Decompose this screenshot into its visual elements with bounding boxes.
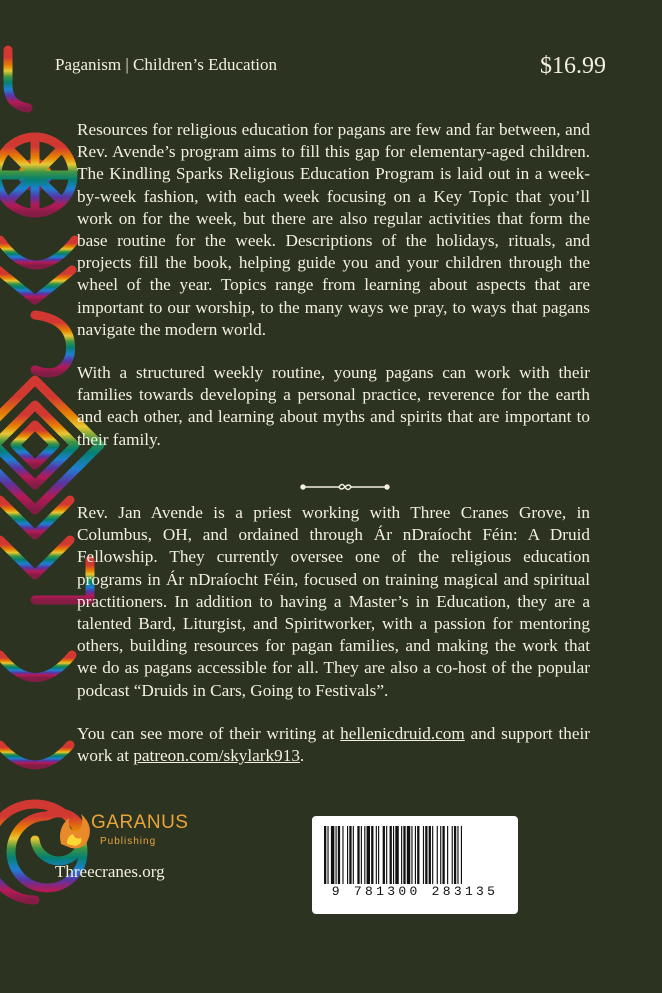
barcode-bar	[461, 826, 462, 884]
barcode-bar	[429, 826, 431, 884]
category-label: Paganism | Children’s Education	[55, 55, 278, 74]
hellenicdruid-link[interactable]: hellenicdruid.com	[340, 723, 465, 743]
barcode-bar	[407, 826, 410, 884]
barcode-bar	[432, 826, 433, 884]
barcode-bar	[417, 826, 419, 884]
scroll-ornament-icon	[297, 480, 393, 494]
barcode-bar	[336, 826, 337, 884]
barcode-bar	[395, 826, 398, 884]
isbn-barcode	[312, 816, 518, 914]
isbn-number: 9 781300 283135	[331, 884, 499, 899]
barcode-bar	[376, 826, 377, 884]
barcode-bar	[415, 826, 416, 884]
bio-links-paragraph	[77, 723, 590, 767]
patreon-link[interactable]: patreon.com/skylark913	[133, 746, 300, 766]
barcode-bar	[423, 826, 424, 884]
barcode-bar	[367, 826, 370, 884]
barcode-bar	[331, 826, 334, 884]
barcode-bar	[411, 826, 412, 884]
barcode-bar	[442, 826, 444, 884]
publisher-name: GARANUS	[91, 812, 189, 833]
barcode-bar	[393, 826, 394, 884]
links-suffix: .	[299, 746, 305, 766]
barcode-bar	[324, 826, 326, 884]
author-bio	[77, 502, 590, 767]
barcode-bar	[403, 826, 405, 884]
barcode-bar	[327, 826, 328, 884]
barcode-bar	[338, 826, 340, 884]
barcode-bar	[452, 826, 453, 884]
barcode-bar	[353, 826, 354, 884]
links-middle: and support their work at	[77, 723, 590, 766]
links-prefix: You can see more of their writing at	[77, 723, 341, 743]
barcode-bar	[454, 826, 456, 884]
barcode-bar	[457, 826, 458, 884]
price-label: $16.99	[540, 53, 606, 79]
barcode-bar	[447, 826, 448, 884]
book-description	[77, 119, 590, 451]
barcode-bar	[361, 826, 362, 884]
barcode-bar	[386, 826, 387, 884]
barcode-bar	[349, 826, 351, 884]
barcode-bar	[425, 826, 427, 884]
barcode-bar	[383, 826, 385, 884]
publisher-subtitle: Publishing	[100, 836, 157, 847]
barcode-bar	[401, 826, 402, 884]
barcode-bar	[437, 826, 438, 884]
description-paragraph: With a structured weekly routine, young pagans can work with their families towards developing a personal practice, reverence for the earth and each other, and learning about myths and spirits that are important to their family.	[77, 363, 590, 449]
barcode-bar	[364, 826, 365, 884]
barcode-bars	[324, 826, 506, 884]
barcode-bar	[342, 826, 343, 884]
barcode-bar	[378, 826, 379, 884]
description-paragraph: Resources for religious education for pagans are few and far between, and Rev. Avende’s program aims to fill this gap for elementary-aged children. The Kindling Sparks Religious Education Program is laid out in a week-by-week fashion, with each week focusing on a Key Topic that you’ll work on for the week, but there are also regular activities that form the base routine for the week. Descriptions of the holidays, rituals, and projects fill the book, helping guide you and your children through the wheel of the year. Topics range from learning about aspects that are important to our worship, to the many ways we pray, to ways that pagans navigate the modern world.	[77, 120, 590, 339]
barcode-bar	[390, 826, 392, 884]
barcode-bar	[371, 826, 373, 884]
barcode-bar	[440, 826, 441, 884]
bio-paragraph: Rev. Jan Avende is a priest working with Three Cranes Grove, in Columbus, OH, and ordained through Ár nDraíocht Féin: A Druid Fellowship. They currently oversee one of the religious education programs in Ár nDraíocht Féin, focused on training magical and spiritual practitioners. In addition to having a Master’s in Education, they are a talented Bard, Liturgist, and Spiritworker, with a passion for mentoring others, building resources for pagan families, and making the work that we do as pagans accessible for all. They are also a co-host of the popular podcast “Druids in Cars, Going to Festivals”.	[77, 503, 590, 700]
barcode-bar	[357, 826, 359, 884]
barcode-bar	[347, 826, 348, 884]
website-label: Threecranes.org	[55, 862, 165, 881]
